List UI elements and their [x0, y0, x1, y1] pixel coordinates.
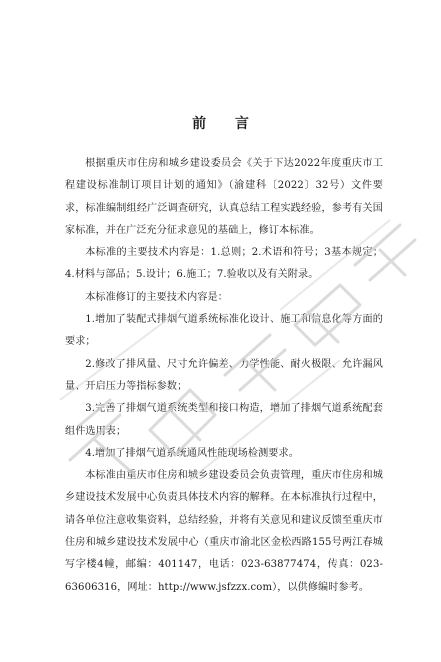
paragraph-revision-item-2: 2.修改了排风量、尺寸允许偏差、力学性能、耐火极限、允许漏风量、开启压力等指标参数；	[65, 358, 383, 392]
paragraph-revision-item-1: 1.增加了装配式排烟气道系统标准化设计、施工和信息化等方面的要求；	[65, 314, 383, 348]
paragraph-main-contents: 本标准的主要技术内容是：1.总则；2.术语和符号；3基本规定；4.材料与部品；5.设计；6.施工；7.验收以及有关附录。	[65, 247, 383, 281]
preface-body	[65, 153, 383, 599]
paragraph-revision-item-4: 4.增加了排烟气道系统通风性能现场检测要求。	[85, 447, 299, 459]
page-title: 前 言	[192, 116, 261, 132]
paragraph-revision-intro: 本标准修订的主要技术内容是：	[85, 291, 228, 303]
paragraph-basis: 根据重庆市住房和城乡建设委员会《关于下达2022年度重庆市工程建设标准制订项目计划的通知》（渝建科〔2022〕32号）文件要求，标准编制组经广泛调查研究，认真总结工程实践经验，参考有关国家标准，并在广泛充分征求意见的基础上，修订本标准。	[65, 158, 383, 236]
paragraph-management: 本标准由重庆市住房和城乡建设委员会负责管理，重庆市住房和城乡建设技术发展中心负责具体技术内容的解释。在本标准执行过程中，请各单位注意收集资料，总结经验，并将有关意见和建议反馈至重庆市住房和城乡建设技术发展中心（重庆市渝北区金松西路155号两江春城写字楼4幢，邮编：401147，电话：023-63877474，传真：023-63606316，网址：http://www.jsfzzx.com），以供修编时参考。	[65, 470, 383, 593]
paragraph-revision-item-3: 3.完善了排烟气道系统类型和接口构造，增加了排烟气道系统配套组件选用表；	[65, 403, 383, 437]
